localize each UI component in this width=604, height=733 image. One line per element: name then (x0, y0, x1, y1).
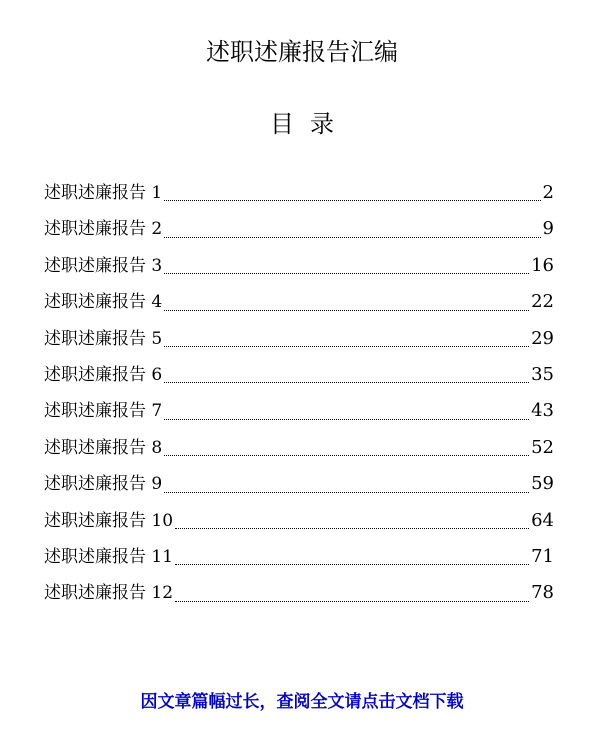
toc-entry-4[interactable] (44, 287, 554, 323)
document-title: 述职述廉报告汇编 (206, 38, 398, 66)
toc-entry-label: 述职述廉报告 12 (44, 583, 174, 604)
toc-entry-label: 述职述廉报告 10 (44, 510, 174, 531)
toc-entry-page: 22 (531, 291, 554, 313)
toc-entry-label: 述职述廉报告 4 (44, 292, 163, 313)
toc-dot-leader (164, 455, 529, 456)
toc-heading: 目录 (270, 110, 350, 138)
toc-dot-leader (175, 528, 529, 529)
toc-entry-page: 9 (542, 218, 554, 240)
toc-dot-leader (164, 200, 540, 201)
toc-entry-page: 52 (531, 436, 554, 458)
toc-entry-page: 2 (542, 182, 554, 203)
toc-entry-label: 述职述廉报告 1 (44, 183, 163, 203)
toc-dot-leader (175, 564, 529, 565)
toc-entry-page: 78 (531, 582, 554, 604)
toc-entry-1[interactable] (44, 178, 554, 214)
toc-entry-8[interactable] (44, 433, 554, 469)
toc-entry-page: 71 (531, 545, 554, 567)
toc-dot-leader (164, 237, 540, 238)
toc-entry-page: 64 (531, 509, 554, 531)
table-of-contents (44, 178, 554, 615)
toc-entry-page: 43 (531, 400, 554, 422)
toc-entry-3[interactable] (44, 251, 554, 287)
toc-dot-leader (164, 382, 529, 383)
toc-dot-leader (164, 492, 529, 493)
toc-entry-label: 述职述廉报告 2 (44, 219, 163, 240)
toc-entry-page: 29 (531, 327, 554, 349)
toc-entry-7[interactable] (44, 396, 554, 432)
toc-entry-11[interactable] (44, 542, 554, 578)
toc-entry-label: 述职述廉报告 7 (44, 401, 163, 422)
toc-entry-label: 述职述廉报告 8 (44, 437, 163, 458)
toc-entry-6[interactable] (44, 360, 554, 396)
toc-dot-leader (164, 419, 529, 420)
toc-entry-page: 16 (531, 254, 554, 276)
toc-entry-label: 述职述廉报告 3 (44, 255, 163, 276)
toc-entry-label: 述职述廉报告 11 (44, 546, 174, 567)
toc-entry-label: 述职述廉报告 9 (44, 474, 163, 495)
toc-entry-12[interactable] (44, 578, 554, 614)
toc-entry-5[interactable] (44, 324, 554, 360)
download-full-text-note[interactable]: 因文章篇幅过长，查阅全文请点击文档下载 (140, 692, 464, 712)
toc-entry-page: 59 (531, 473, 554, 495)
toc-dot-leader (164, 310, 529, 311)
toc-dot-leader (175, 601, 529, 602)
toc-dot-leader (164, 273, 529, 274)
toc-entry-page: 35 (531, 363, 554, 385)
toc-entry-2[interactable] (44, 214, 554, 250)
toc-dot-leader (164, 346, 529, 347)
toc-entry-label: 述职述廉报告 6 (44, 364, 163, 385)
toc-entry-label: 述职述廉报告 5 (44, 328, 163, 349)
toc-entry-9[interactable] (44, 469, 554, 505)
toc-entry-10[interactable] (44, 506, 554, 542)
